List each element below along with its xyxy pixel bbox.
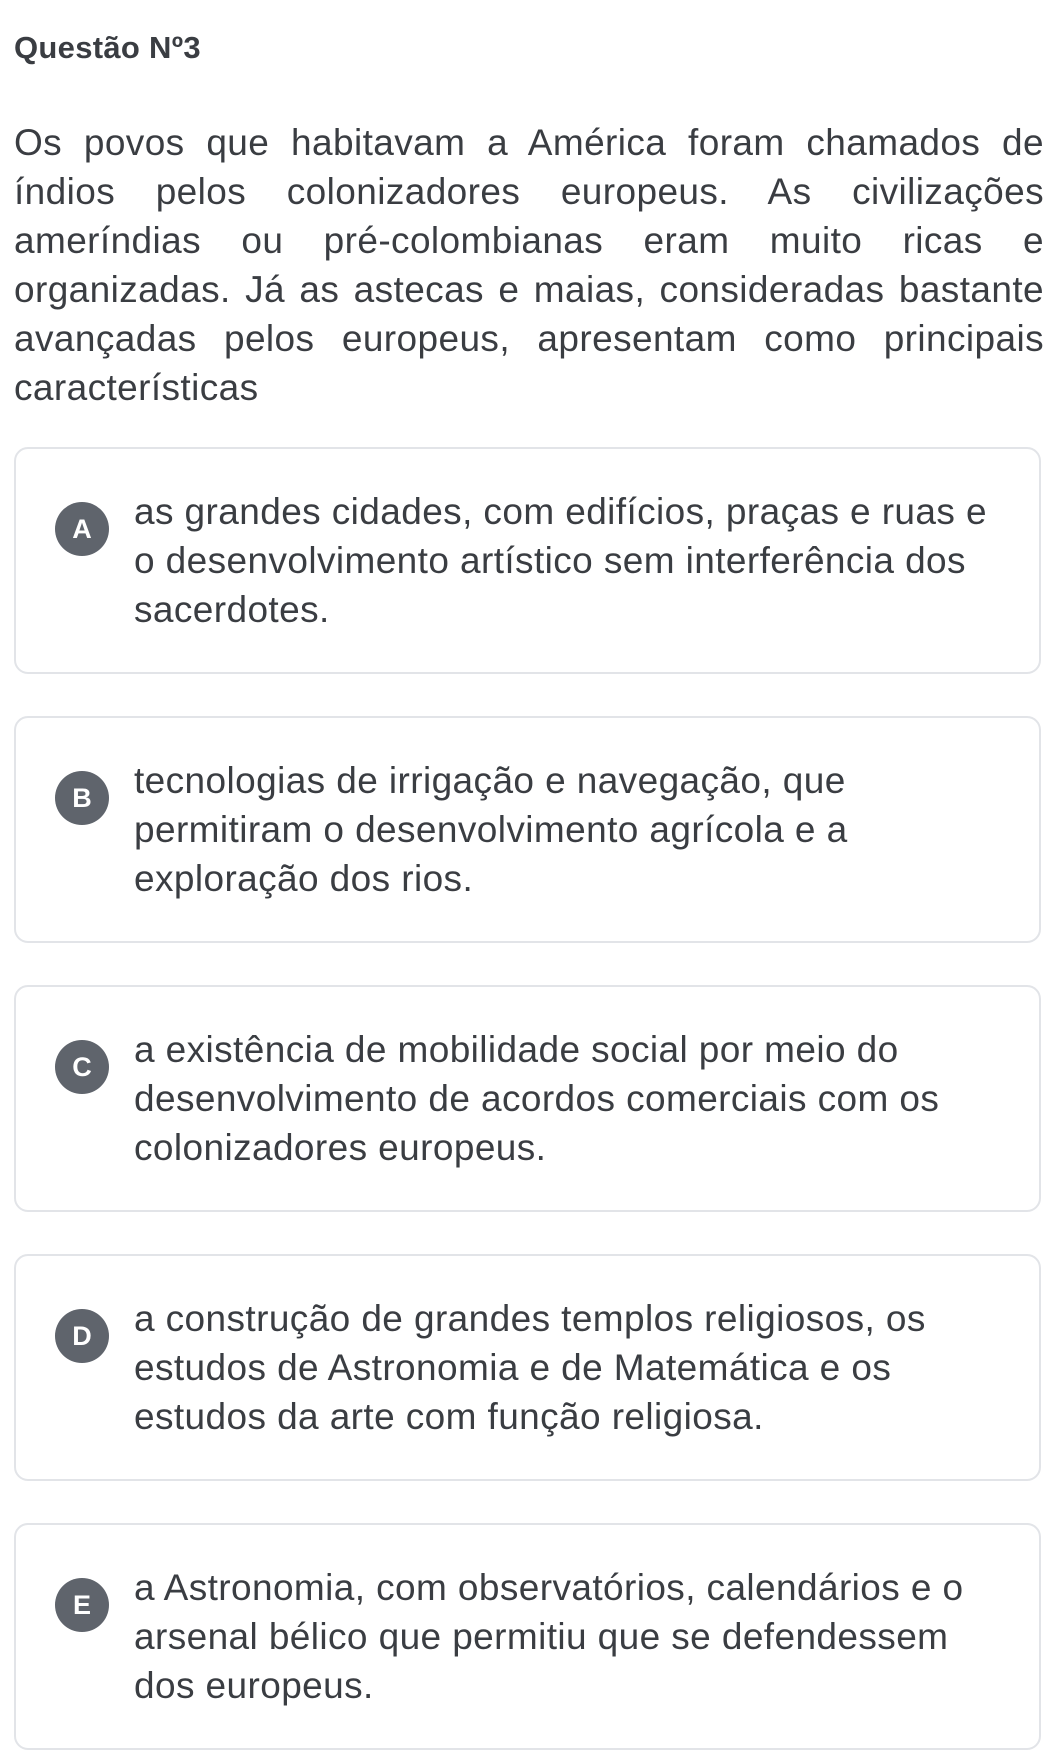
option-text: a Astronomia, com observatórios, calendários e o arsenal bélico que permitiu que se defendessem dos europeus. xyxy=(134,1567,964,1706)
option-d[interactable] xyxy=(14,1254,1041,1481)
option-letter-badge: C xyxy=(55,1040,109,1094)
option-text: a construção de grandes templos religiosos, os estudos de Astronomia e de Matemática e os estudos da arte com função religiosa. xyxy=(134,1298,926,1437)
option-a[interactable] xyxy=(14,447,1041,674)
option-letter-badge: B xyxy=(55,771,109,825)
answer-options xyxy=(14,447,1041,1750)
option-text: tecnologias de irrigação e navegação, que permitiram o desenvolvimento agrícola e a exploração dos rios. xyxy=(134,760,848,899)
question-statement: Os povos que habitavam a América foram chamados de índios pelos colonizadores europeus. As civilizações ameríndias ou pré-colombianas eram muito ricas e organizadas. Já as astecas e maias, consideradas bastante avançadas pelos europeus, apresentam como principais características xyxy=(14,122,1044,408)
option-letter-badge: E xyxy=(55,1578,109,1632)
option-text: a existência de mobilidade social por meio do desenvolvimento de acordos comerciais com os colonizadores europeus. xyxy=(134,1029,940,1168)
option-b[interactable] xyxy=(14,716,1041,943)
question-title: Questão Nº3 xyxy=(14,30,201,65)
option-c[interactable] xyxy=(14,985,1041,1212)
option-letter-badge: A xyxy=(55,502,109,556)
option-letter-badge: D xyxy=(55,1309,109,1363)
option-e[interactable] xyxy=(14,1523,1041,1750)
option-text: as grandes cidades, com edifícios, praças e ruas e o desenvolvimento artístico sem interferência dos sacerdotes. xyxy=(134,491,987,630)
